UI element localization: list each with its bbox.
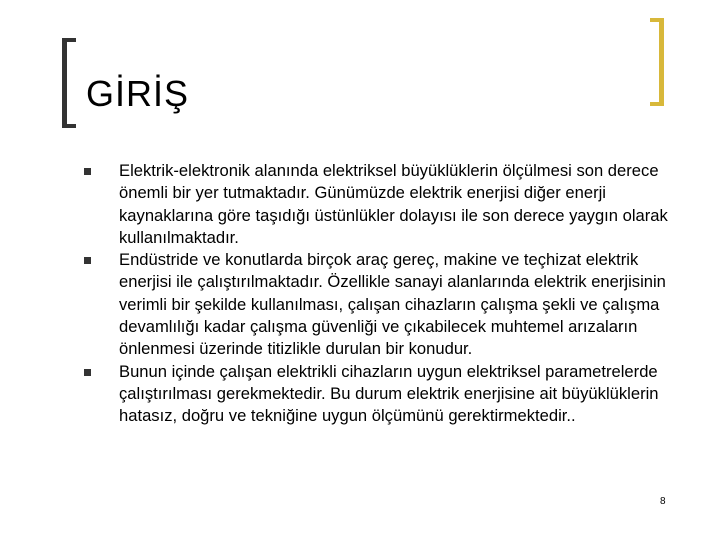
square-bullet-icon [84, 369, 91, 376]
square-bullet-icon [84, 257, 91, 264]
slide-title: GİRİŞ [86, 73, 190, 114]
bullet-text: Bunun içinde çalışan elektrikli cihazların uygun elektriksel parametrelerde çalıştırılması gerekmektedir. Bu durum elektrik enerjisine ait büyüklüklerin hatasız, doğru ve tekniğine uygun ölçümünü gerektirmektedir.. [119, 361, 659, 426]
bullet-text: Elektrik-elektronik alanında elektriksel büyüklüklerin ölçülmesi son derece önemli bir yer tutmaktadır. Günümüzde elektrik enerjisi diğer enerji kaynaklarına göre taşıdığı üstünlükler dolayısı ile son derece yaygın olarak kullanılmaktadır. [119, 161, 668, 247]
title-left-bracket-decoration [62, 38, 76, 128]
title-right-bracket-decoration [650, 18, 664, 106]
page-number: 8 [660, 496, 666, 507]
square-bullet-icon [84, 168, 91, 175]
bullet-item [84, 160, 674, 249]
bullet-text: Endüstride ve konutlarda birçok araç gereç, makine ve teçhizat elektrik enerjisi ile çalıştırılmaktadır. Özellikle sanayi alanlarında elektrik enerjisinin verimli bir şekilde kullanılması, çalışan cihazların çalışma şekli ve çalışma devamlılığı kadar çalışma güvenliği ve çıkabilecek muhtemel arızaların önlenmesi üzerinde titizlikle durulan bir konudur. [119, 250, 666, 359]
bullet-list [84, 160, 674, 428]
bullet-item [84, 361, 674, 428]
bullet-item [84, 249, 674, 360]
